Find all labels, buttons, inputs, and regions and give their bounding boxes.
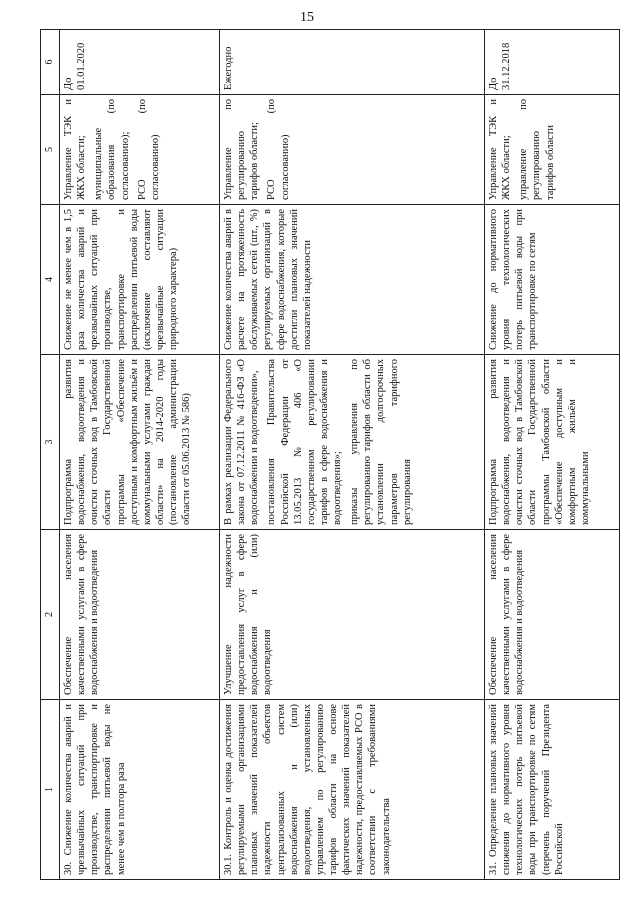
result-cell: Снижение количества аварий в расчете на протяженность обслуживаемых сетей (шт., %) регулируемых организаций в сфере водоснабжения, которые достигли плановых значений показателей надежности: [220, 205, 485, 355]
deadline-cell: Ежегодно: [220, 30, 485, 95]
responsible-item: управление по регулированию тарифов области: [518, 99, 556, 200]
deadline-cell: До 01.01.2020: [60, 30, 220, 95]
result-cell: Снижение не менее чем в 1,5 раза количества аварий и чрезвычайных ситуаций при производстве, транспортировке и распределении питьевой воды (исключение составляют чрезвычайные ситуации природного характера): [60, 205, 220, 355]
goal-cell: Улучшение надежности предоставления услуг в сфере водоснабжения и (или) водоотведения: [220, 530, 485, 700]
responsible-item: Управление по регулированию тарифов области;: [223, 99, 261, 200]
responsible-item: РСО (по согласованию): [266, 99, 291, 200]
deadline-cell: До 31.12.2018: [485, 30, 620, 95]
measure-cell: 30.1. Контроль и оценка достижения регулируемыми организациями плановых значений показателей надежности объектов централизованных систем водоснабжения и (или) водоотведения, установленных управлением по регулированию тарифов области на основе фактических значений показателей надежности, предоставляемых РСО в соответствии с требованиями законодательства: [220, 700, 485, 880]
goal-cell: Обеспечение населения качественными услугами в сфере водоснабжения и водоотведения: [485, 530, 620, 700]
responsible-cell: [485, 95, 620, 205]
header-row: [41, 30, 60, 880]
page-number: 15: [300, 10, 314, 25]
responsible-item: Управление ТЭК и ЖКХ области;: [63, 99, 88, 200]
responsible-item: муниципальные образования (по согласованию);: [93, 99, 131, 200]
basis-cell: [60, 355, 220, 530]
table-row: [60, 30, 220, 880]
measure-cell: 31. Определение плановых значений снижения до нормативного уровня технологических потерь питьевой воды при транспортировке по сетям (перечень поручений Президента Российской: [485, 700, 620, 880]
responsible-item: РСО (по согласованию): [136, 99, 161, 200]
basis-paragraph: приказы управления по регулированию тарифов области об установлении долгосрочных параметров тарифного регулирования: [349, 359, 413, 525]
column-header: 1: [41, 700, 60, 880]
basis-paragraph: Подпрограмма развития водоснабжения, водоотведения и очистки сточных вод в Тамбовской области Государственной программы Тамбовской области «Обеспечение доступным и комфортным жильём и коммунальными: [488, 359, 591, 525]
basis-paragraph: постановления Правительства Российской Федерации от 13.05.2013 № 406 «О государственном регулировании тарифов в сфере водоснабжения и водоотведения»;: [266, 359, 343, 525]
column-header: 2: [41, 530, 60, 700]
result-cell: Снижение до нормативного уровня технологических потерь питьевой воды при транспортировке по сетям: [485, 205, 620, 355]
column-header: 5: [41, 95, 60, 205]
table-row: [220, 30, 485, 880]
table-row: [485, 30, 620, 880]
goal-cell: Обеспечение населения качественными услугами в сфере водоснабжения и водоотведения: [60, 530, 220, 700]
basis-cell: [220, 355, 485, 530]
measure-cell: 30. Снижение количества аварий и чрезвычайных ситуаций при производстве, транспортировке и распределении питьевой воды не менее чем в полтора раза: [60, 700, 220, 880]
basis-paragraph: В рамках реализации Федерального закона от 07.12.2011 № 416-ФЗ «О водоснабжении и водоотведении»,: [223, 359, 261, 525]
column-header: 4: [41, 205, 60, 355]
responsible-cell: [60, 95, 220, 205]
basis-paragraph: Подпрограмма развития водоснабжения, водоотведения и очистки сточных вод в Тамбовской области Государственной программы «Обеспечение доступным и комфортным жильём и коммунальными услугами граждан области» на 2014-2020 годы (постановление администрации области от 05.06.2013 № 586): [63, 359, 193, 525]
measures-table: [40, 29, 620, 880]
column-header: 6: [41, 30, 60, 95]
rotated-table-container: [40, 30, 620, 880]
basis-cell: [485, 355, 620, 530]
responsible-item: Управление ТЭК и ЖКХ области;: [488, 99, 513, 200]
responsible-cell: [220, 95, 485, 205]
column-header: 3: [41, 355, 60, 530]
